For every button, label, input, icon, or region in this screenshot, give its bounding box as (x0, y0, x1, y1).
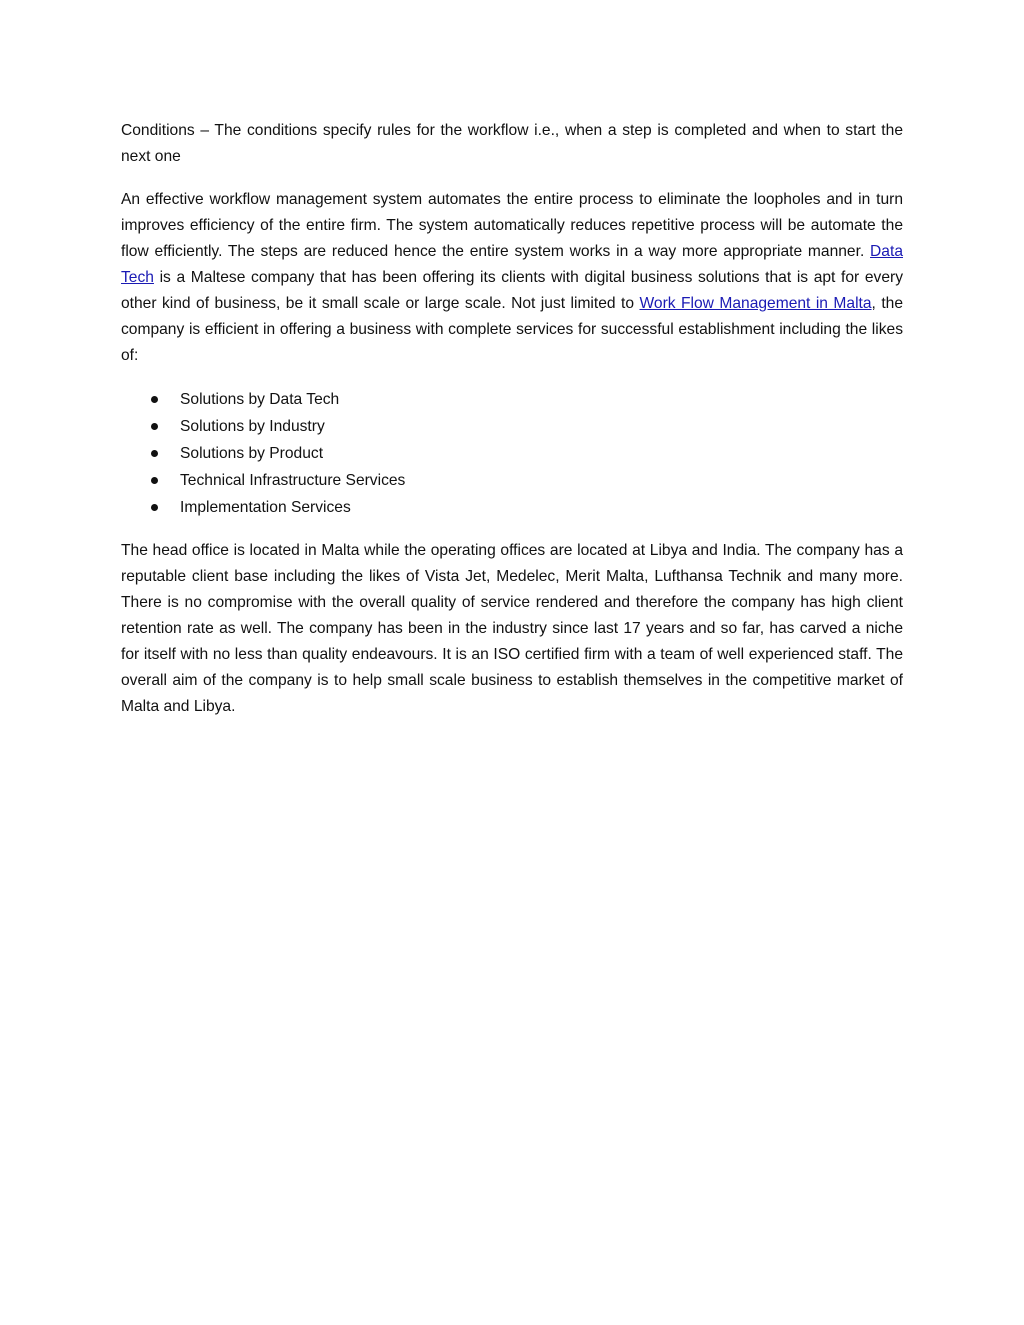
paragraph-text-segment: is a Maltese company that has been offering its clients with digital business solutions that is apt for every other kind of business, be it small scale or large scale. Not just limited to (121, 269, 903, 312)
list-item-label: Implementation Services (180, 499, 351, 516)
services-bullet-list (121, 386, 903, 521)
link-work-flow-management-malta[interactable]: Work Flow Management in Malta (639, 295, 872, 312)
list-item-label: Technical Infrastructure Services (180, 472, 406, 489)
link-data-tech[interactable]: Data Tech (121, 243, 903, 286)
list-item-label: Solutions by Product (180, 445, 324, 462)
bullet-icon (151, 396, 158, 403)
list-item (180, 386, 903, 413)
list-item (180, 467, 903, 494)
paragraph-text-segment: An effective workflow management system automates the entire process to eliminate the loopholes and in turn improves efficiency of the entire firm. The system automatically reduces repetitive process will be automate the flow efficiently. The steps are reduced hence the entire system works in a way more appropriate manner. (121, 191, 903, 260)
list-item (180, 413, 903, 440)
paragraph-workflow-system (121, 187, 903, 369)
list-item (180, 440, 903, 467)
list-item (180, 494, 903, 521)
bullet-icon (151, 423, 158, 430)
list-item-label: Solutions by Data Tech (180, 391, 340, 408)
list-item-label: Solutions by Industry (180, 418, 325, 435)
paragraph-text-segment: , the company is efficient in offering a business with complete services for successful establishment including the likes of: (121, 295, 903, 364)
bullet-icon (151, 477, 158, 484)
document-body (121, 118, 903, 737)
paragraph-head-office: The head office is located in Malta while the operating offices are located at Libya and India. The company has a reputable client base including the likes of Vista Jet, Medelec, Merit Malta, Lufthansa Technik and many more. There is no compromise with the overall quality of service rendered and therefore the company has high client retention rate as well. The company has been in the industry since last 17 years and so far, has carved a niche for itself with no less than quality endeavours. It is an ISO certified firm with a team of well experienced staff. The overall aim of the company is to help small scale business to establish themselves in the competitive market of Malta and Libya. (121, 542, 903, 715)
bullet-icon (151, 504, 158, 511)
paragraph-conditions: Conditions – The conditions specify rules for the workflow i.e., when a step is completed and when to start the next one (121, 122, 903, 165)
bullet-icon (151, 450, 158, 457)
